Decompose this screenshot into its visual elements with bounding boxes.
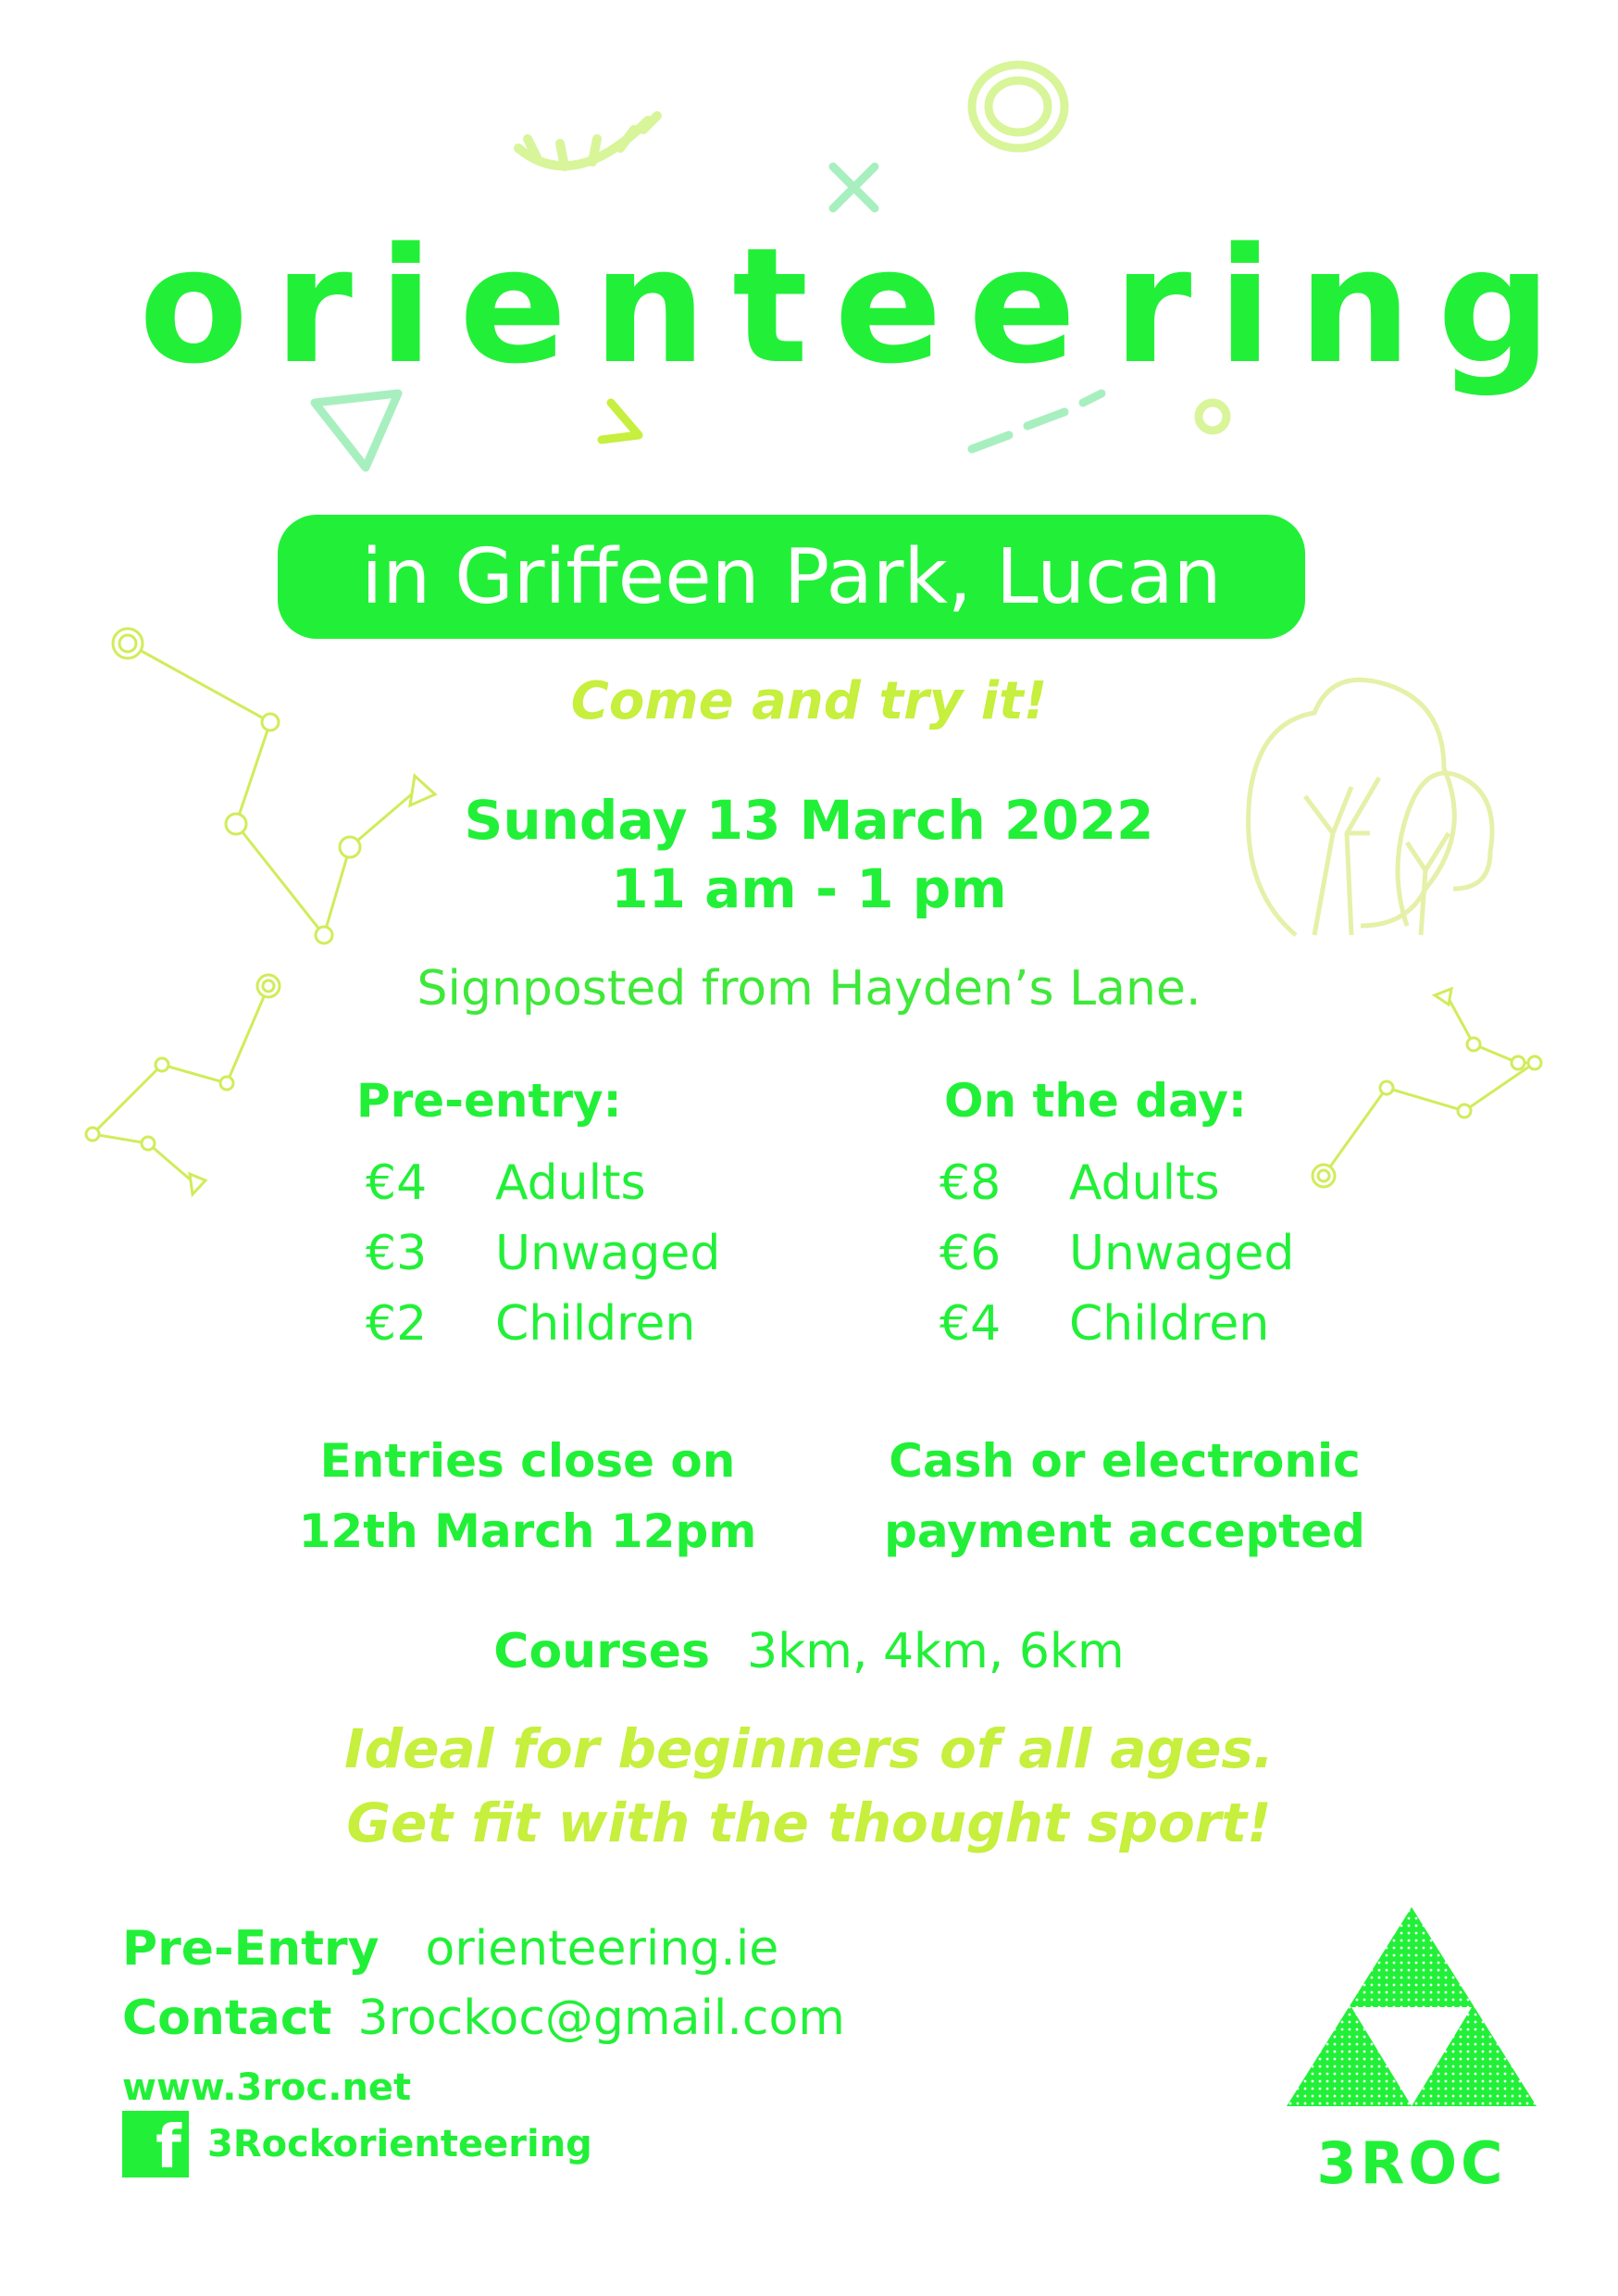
entries-close-note (268, 1426, 787, 1566)
spiral-doodle (972, 65, 1064, 148)
club-logo-text: 3ROC (1316, 2129, 1507, 2197)
price-amount: €4 (366, 1155, 428, 1211)
contact-email-link[interactable]: 3rockoc@gmail.com (357, 1990, 845, 2046)
price-amount: €6 (940, 1226, 1002, 1281)
price-amount: €4 (940, 1296, 1002, 1352)
entries-close-line-1: Entries close on (319, 1434, 736, 1488)
pre-entry-label: Pre-Entry (122, 1921, 380, 1977)
title-part-2: ring (1113, 212, 1577, 399)
facebook-line (122, 2111, 592, 2182)
website-line (122, 2066, 411, 2109)
constellation-right (1313, 989, 1541, 1187)
eyelash-doodle (518, 116, 657, 167)
payment-line-2: payment accepted (884, 1504, 1365, 1558)
price-row (366, 1148, 720, 1218)
courses-line (0, 1624, 1618, 1679)
pre-entry-contact (122, 1921, 778, 1977)
title-part-1: orientee (139, 212, 1102, 399)
price-category: Children (495, 1296, 696, 1352)
price-category: Unwaged (1069, 1226, 1295, 1281)
page-title (139, 185, 1577, 426)
price-row (366, 1218, 720, 1289)
payment-note (847, 1426, 1402, 1566)
pre-entry-link[interactable]: orienteering.ie (425, 1921, 779, 1977)
price-category: Adults (495, 1155, 646, 1211)
price-amount: €8 (940, 1155, 1002, 1211)
courses-value: 3km, 4km, 6km (747, 1624, 1125, 1679)
slogan-line-1: Ideal for beginners of all ages. (344, 1717, 1274, 1780)
price-row (940, 1218, 1294, 1289)
facebook-link[interactable]: 3Rockorienteering (207, 2123, 592, 2165)
contact-line (122, 1990, 845, 2046)
price-category: Adults (1069, 1155, 1220, 1211)
event-date: Sunday 13 March 2022 (464, 789, 1154, 852)
price-row (940, 1148, 1294, 1218)
pre-entry-heading: Pre-entry: (356, 1074, 622, 1128)
event-time: 11 am - 1 pm (611, 857, 1007, 920)
pre-entry-price-list (366, 1148, 720, 1359)
facebook-icon: f (122, 2111, 189, 2177)
on-the-day-heading: On the day: (944, 1074, 1247, 1128)
price-row (366, 1289, 720, 1359)
slogan-line-2: Get fit with the thought sport! (346, 1791, 1272, 1854)
price-amount: €3 (366, 1226, 428, 1281)
price-amount: €2 (366, 1296, 428, 1352)
contact-label: Contact (122, 1990, 332, 2046)
price-category: Unwaged (495, 1226, 721, 1281)
price-row (940, 1289, 1294, 1359)
payment-line-1: Cash or electronic (889, 1434, 1361, 1488)
entries-close-line-2: 12th March 12pm (298, 1504, 757, 1558)
courses-label: Courses (493, 1624, 711, 1679)
on-the-day-price-list (940, 1148, 1294, 1359)
signposted-note: Signposted from Hayden’s Lane. (417, 961, 1201, 1017)
website-link[interactable]: www.3roc.net (122, 2066, 412, 2109)
price-category: Children (1069, 1296, 1270, 1352)
location-banner: in Griffeen Park, Lucan (278, 515, 1305, 639)
tagline: Come and try it! (570, 671, 1048, 731)
club-logo-icon (1287, 1907, 1537, 2106)
